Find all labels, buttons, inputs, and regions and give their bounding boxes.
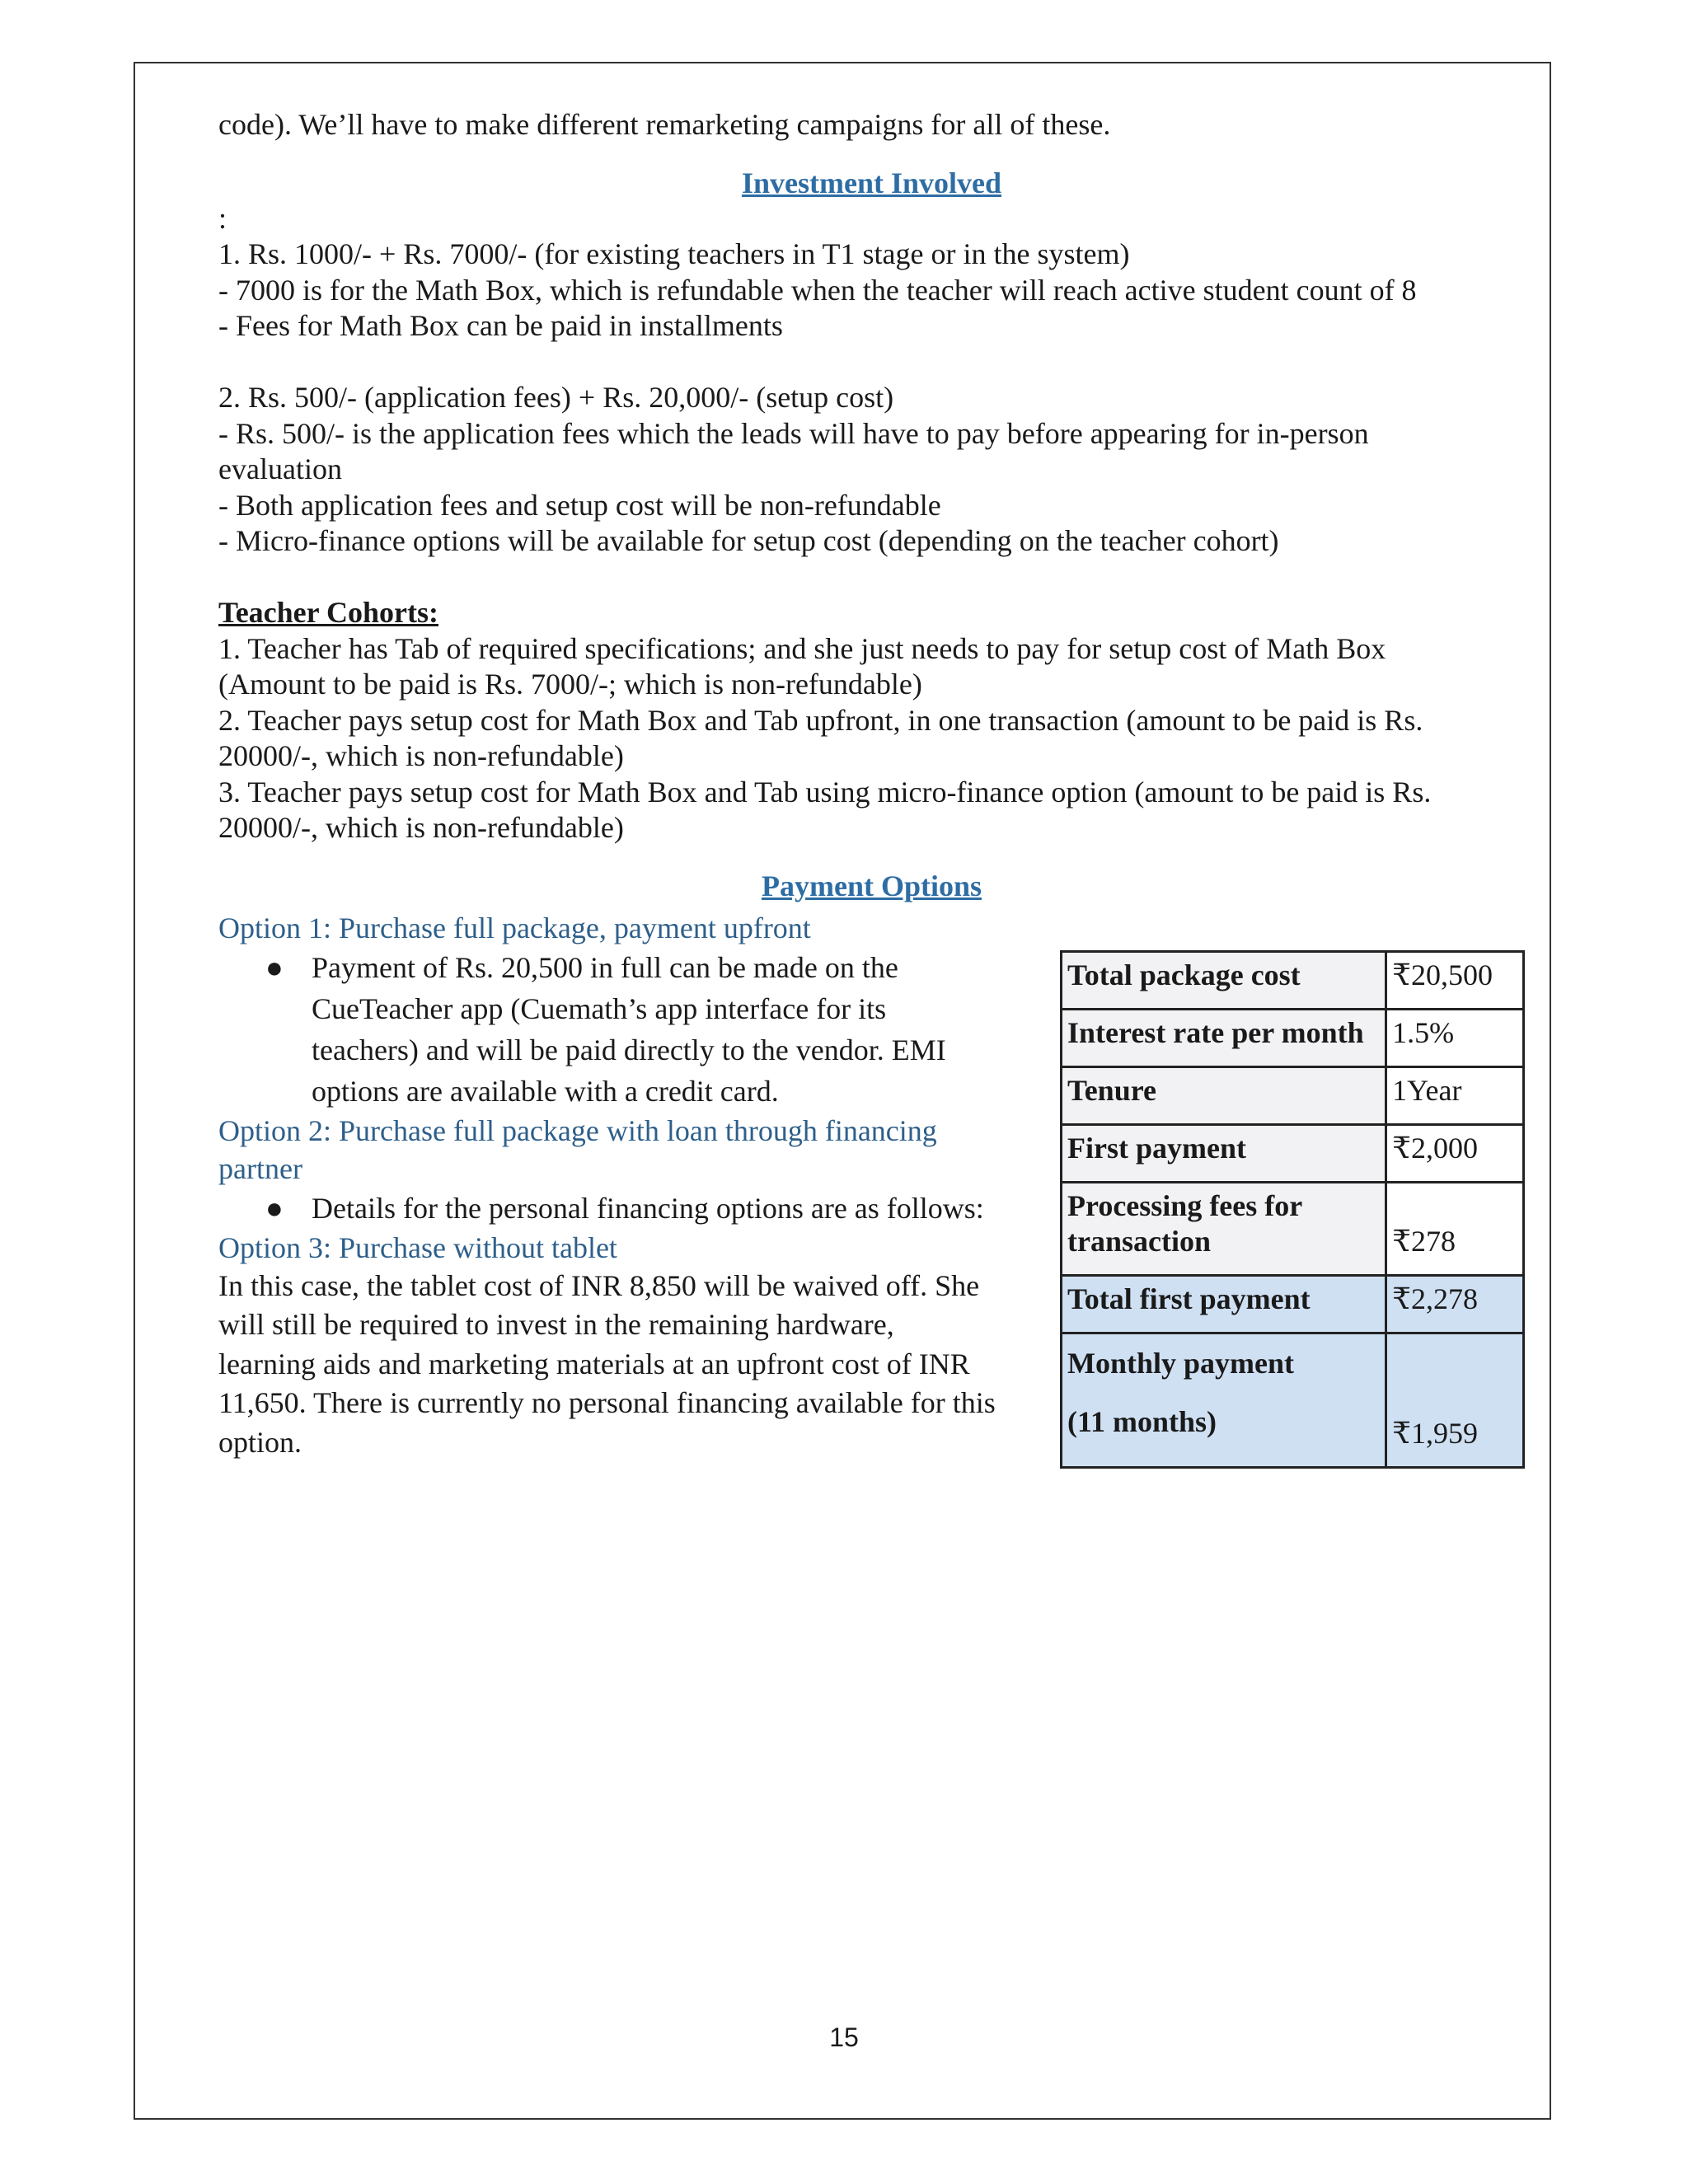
option3-title: Option 3: Purchase without tablet xyxy=(218,1230,617,1264)
table-row xyxy=(1062,1009,1524,1066)
investment-line: - Fees for Math Box can be paid in installments xyxy=(218,309,783,342)
row-value: 1.5% xyxy=(1386,1009,1524,1066)
row-value: ₹20,500 xyxy=(1386,951,1524,1009)
investment-heading: Investment Involved xyxy=(741,166,1002,199)
table-row xyxy=(1062,1066,1524,1124)
option1-title: Option 1: Purchase full package, payment upfront xyxy=(218,911,811,944)
table-row xyxy=(1062,1275,1524,1333)
row-label: Total first payment xyxy=(1062,1275,1386,1333)
option3-line: 11,650. There is currently no personal financing available for this xyxy=(218,1386,996,1419)
row-label-line: Processing fees for xyxy=(1067,1188,1303,1222)
row-label: Tenure xyxy=(1062,1066,1386,1124)
investment-line: 2. Rs. 500/- (application fees) + Rs. 20,000/- (setup cost) xyxy=(218,381,894,414)
row-value: ₹1,959 xyxy=(1386,1333,1524,1467)
payment-options-text xyxy=(218,909,1043,1463)
investment-line: - Both application fees and setup cost will be non-refundable xyxy=(218,488,941,522)
option2-title: partner xyxy=(218,1151,302,1185)
cohort-line: 20000/-, which is non-refundable) xyxy=(218,739,624,772)
table-row xyxy=(1062,1124,1524,1182)
option2-bullet-line: Details for the personal financing options are as follows: xyxy=(312,1191,984,1225)
investment-colon: : xyxy=(218,201,227,235)
row-value: 1Year xyxy=(1386,1066,1524,1124)
option3-line: option. xyxy=(218,1425,302,1459)
row-label xyxy=(1062,1182,1386,1275)
row-value: ₹278 xyxy=(1386,1182,1524,1275)
table-row xyxy=(1062,1182,1524,1275)
cohorts-heading: Teacher Cohorts: xyxy=(218,596,438,629)
intro-line: code). We’ll have to make different remarketing campaigns for all of these. xyxy=(218,108,1111,141)
option2-title: Option 2: Purchase full package with loan through financing xyxy=(218,1113,937,1147)
cohort-line: 20000/-, which is non-refundable) xyxy=(218,811,624,844)
financing-table xyxy=(1060,950,1525,1469)
page-content xyxy=(218,107,1525,1462)
option1-bullet-line: teachers) and will be paid directly to the vendor. EMI xyxy=(312,1033,946,1066)
option3-line: learning aids and marketing materials at an upfront cost of INR xyxy=(218,1347,970,1380)
option1-bullet-line: options are available with a credit card. xyxy=(312,1074,779,1108)
row-label-line: transaction xyxy=(1067,1224,1211,1258)
option1-bullet-line: Payment of Rs. 20,500 in full can be made on the xyxy=(312,950,898,984)
option1-bullet-line: CueTeacher app (Cuemath’s app interface for its xyxy=(312,991,887,1025)
investment-line: - 7000 is for the Math Box, which is refundable when the teacher will reach active student count of 8 xyxy=(218,273,1417,307)
bullet-icon: ● xyxy=(265,1191,284,1225)
row-label xyxy=(1062,1333,1386,1467)
row-value: ₹2,000 xyxy=(1386,1124,1524,1182)
row-value: ₹2,278 xyxy=(1386,1275,1524,1333)
bullet-icon: ● xyxy=(265,950,284,984)
investment-line: 1. Rs. 1000/- + Rs. 7000/- (for existing teachers in T1 stage or in the system) xyxy=(218,237,1130,270)
option1-bullet xyxy=(218,947,1043,1112)
option3-line: will still be required to invest in the remaining hardware, xyxy=(218,1308,894,1341)
table-row xyxy=(1062,951,1524,1009)
payment-section xyxy=(218,909,1525,1463)
table-row xyxy=(1062,1333,1524,1467)
investment-line: evaluation xyxy=(218,452,342,485)
row-label: Total package cost xyxy=(1062,951,1386,1009)
investment-line: - Rs. 500/- is the application fees which the leads will have to pay before appearing for in-person xyxy=(218,416,1369,450)
cohort-line: 1. Teacher has Tab of required specifications; and she just needs to pay for setup cost of Math Box xyxy=(218,631,1386,665)
row-label-line: (11 months) xyxy=(1067,1404,1217,1438)
cohort-line: 2. Teacher pays setup cost for Math Box and Tab upfront, in one transaction (amount to be paid is Rs. xyxy=(218,703,1423,737)
row-label: First payment xyxy=(1062,1124,1386,1182)
cohort-line: (Amount to be paid is Rs. 7000/-; which is non-refundable) xyxy=(218,668,922,701)
investment-line: - Micro-finance options will be available for setup cost (depending on the teacher cohort) xyxy=(218,524,1279,557)
cohort-line: 3. Teacher pays setup cost for Math Box and Tab using micro-finance option (amount to be paid is Rs. xyxy=(218,775,1432,808)
payment-heading: Payment Options xyxy=(761,869,982,902)
option3-line: In this case, the tablet cost of INR 8,850 will be waived off. She xyxy=(218,1268,980,1302)
row-label-line: Monthly payment xyxy=(1067,1346,1295,1380)
option2-bullet xyxy=(218,1188,1043,1229)
row-label: Interest rate per month xyxy=(1062,1009,1386,1066)
page-number: 15 xyxy=(829,2022,859,2052)
